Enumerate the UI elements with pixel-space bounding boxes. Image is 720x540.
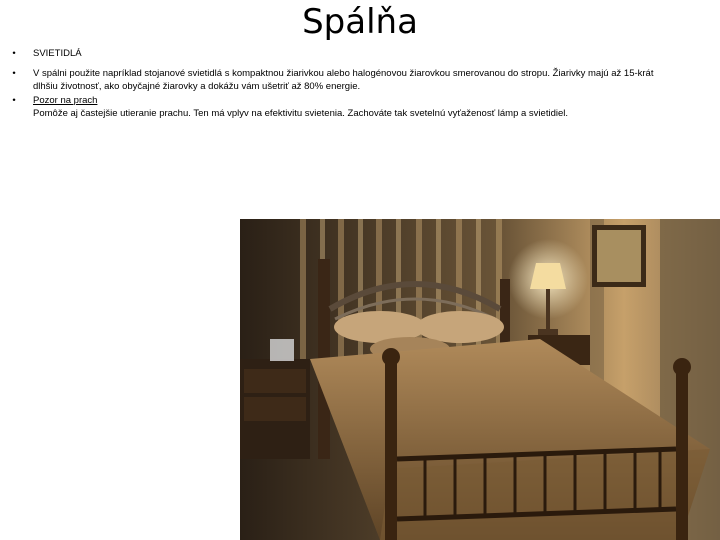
slide-title: Spálňa	[302, 2, 418, 42]
bullet-dot: •	[12, 67, 16, 79]
bullet-list	[8, 47, 713, 121]
bullet-item-svietidla	[8, 47, 713, 61]
bullet-text-line-1: V spálni použite napríklad stojanové svietidlá s kompaktnou žiarivkou alebo halogénovou žiarovkou smerovanou do stropu. Žiarivky majú až 15-krát	[33, 67, 654, 79]
bullet-text: SVIETIDLÁ	[33, 48, 82, 59]
dust-link[interactable]: Pozor na prach	[33, 94, 98, 106]
bullet-dot: •	[12, 94, 16, 106]
bullet-text-line-2: dlhšiu životnosť, ako obyčajné žiarovky a dokážu vám ušetriť až 80% energie.	[33, 81, 361, 92]
bullet-dot: •	[12, 48, 16, 59]
bullet-text-dust: Pomôže aj častejšie utieranie prachu. Ten má vplyv na efektivitu svietenia. Zachováte tak svetelnú vyťaženosť lámp a svietidiel.	[33, 108, 569, 119]
bullet-item-dust	[8, 94, 713, 121]
bedroom-photo	[240, 219, 720, 540]
bullet-item-usage	[8, 67, 713, 94]
